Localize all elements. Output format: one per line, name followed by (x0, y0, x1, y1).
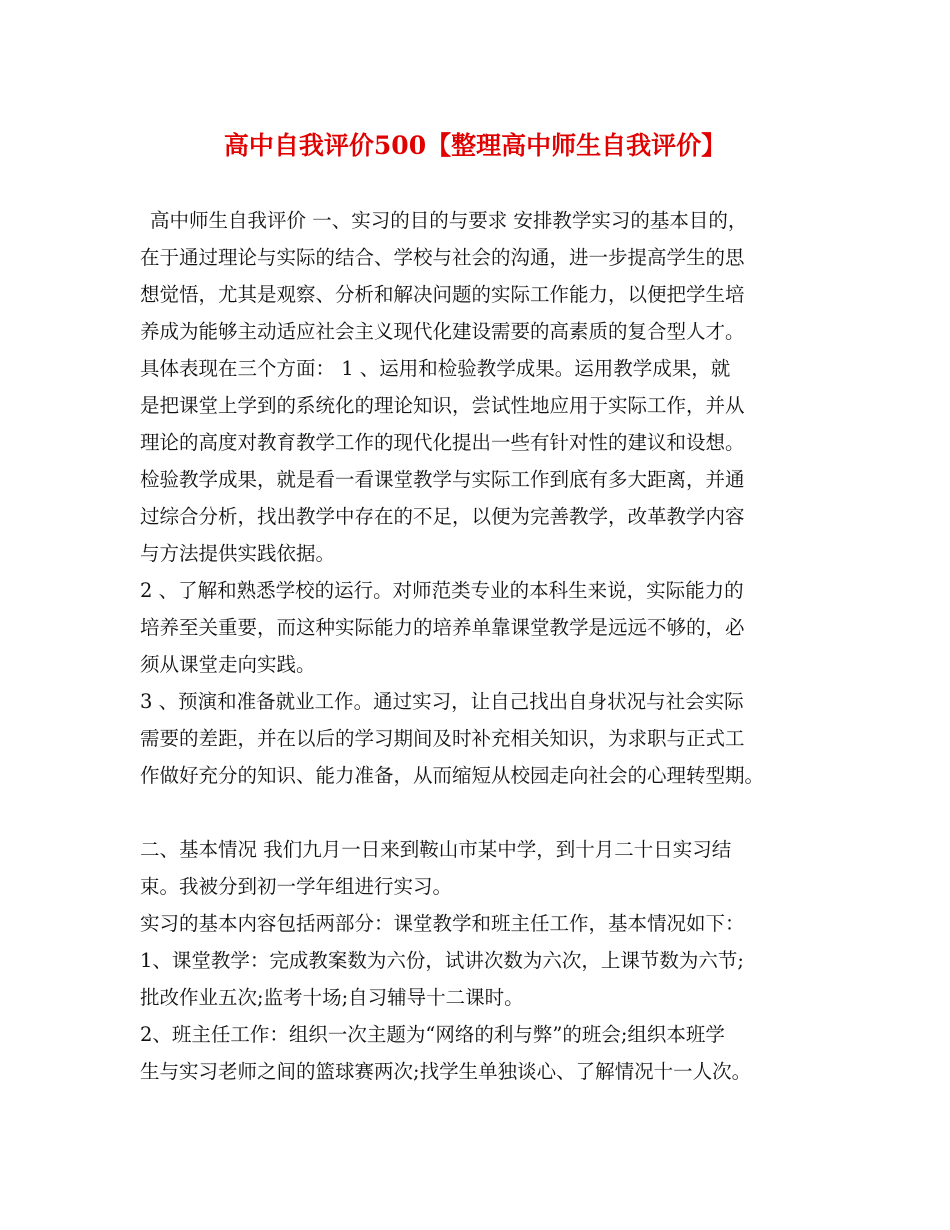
text-line: 在于通过理论与实际的结合、学校与社会的沟通，进一步提高学生的思 (140, 246, 745, 269)
text-line: 批改作业五次;监考十场;自习辅导十二课时。 (140, 986, 524, 1009)
text-line: 须从课堂走向实践。 (140, 653, 316, 676)
text-line: 2 、了解和熟悉学校的运行。对师范类专业的本科生来说，实际能力的 (140, 579, 744, 602)
text-line: 与方法提供实践依据。 (140, 542, 336, 565)
text-line: 实习的基本内容包括两部分：课堂教学和班主任工作，基本情况如下： (140, 912, 745, 935)
text-line: 理论的高度对教育教学工作的现代化提出一些有针对性的建议和设想。 (140, 431, 745, 454)
text-line: 2、班主任工作：组织一次主题为“网络的利与弊”的班会;组织本班学 (140, 1023, 725, 1046)
text-line: 高中师生自我评价 一、实习的目的与要求 安排教学实习的基本目的， (150, 209, 748, 232)
text-line: 过综合分析，找出教学中存在的不足，以便为完善教学，改革教学内容 (140, 505, 745, 528)
document-title: 高中自我评价500【整理高中师生自我评价】 (223, 131, 727, 160)
text-line: 作做好充分的知识、能力准备，从而缩短从校园走向社会的心理转型期。 (140, 764, 765, 787)
document-body (140, 202, 830, 1090)
paragraph-gap (140, 794, 830, 831)
text-line: 培养至关重要，而这种实际能力的培养单靠课堂教学是远远不够的，必 (140, 616, 745, 639)
text-line: 需要的差距，并在以后的学习期间及时补充相关知识，为求职与正式工 (140, 727, 745, 750)
text-line: 生与实习老师之间的篮球赛两次;找学生单独谈心、了解情况十一人次。 (140, 1060, 752, 1083)
text-line: 是把课堂上学到的系统化的理论知识，尝试性地应用于实际工作，并从 (140, 394, 745, 417)
text-line: 想觉悟，尤其是观察、分析和解决问题的实际工作能力，以便把学生培 (140, 283, 745, 306)
text-line: 3 、预演和准备就业工作。通过实习，让自己找出自身状况与社会实际 (140, 690, 744, 713)
text-line: 1、课堂教学：完成教案数为六份，试讲次数为六次，上课节数为六节; (140, 949, 744, 972)
text-line: 具体表现在三个方面： 1 、运用和检验教学成果。运用教学成果，就 (140, 357, 731, 380)
text-line: 束。我被分到初一学年组进行实习。 (140, 875, 453, 898)
text-line: 养成为能够主动适应社会主义现代化建设需要的高素质的复合型人才。 (140, 320, 745, 343)
text-line: 检验教学成果，就是看一看课堂教学与实际工作到底有多大距离，并通 (140, 468, 745, 491)
text-line: 二、基本情况 我们九月一日来到鞍山市某中学，到十月二十日实习结 (140, 838, 732, 861)
